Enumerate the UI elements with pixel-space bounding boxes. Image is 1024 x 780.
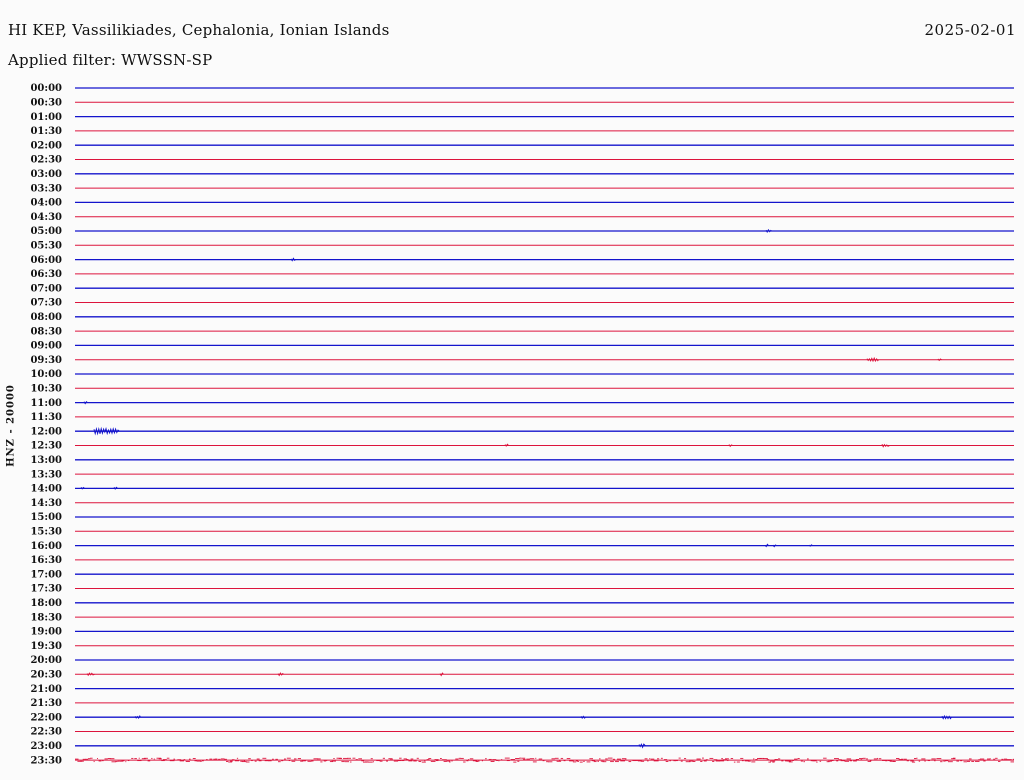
- trace-time-label: 06:00: [30, 254, 62, 266]
- trace-time-label: 18:30: [30, 612, 62, 624]
- trace-time-label: 02:00: [30, 140, 62, 152]
- trace-time-label: 09:30: [30, 354, 62, 366]
- seismic-event: [773, 545, 777, 547]
- trace-time-label: 01:00: [30, 111, 62, 123]
- trace-time-label: 04:30: [30, 211, 62, 223]
- trace-time-label: 20:00: [30, 655, 62, 667]
- trace-time-label: 09:00: [30, 340, 62, 352]
- trace-time-label: 11:30: [30, 412, 62, 424]
- seismic-event: [81, 487, 85, 489]
- trace-time-label: 10:30: [30, 383, 62, 395]
- trace-time-label: 21:30: [30, 698, 62, 710]
- seismic-event: [766, 230, 772, 232]
- trace-time-label: 05:30: [30, 240, 62, 252]
- trace-time-label: 00:00: [30, 83, 62, 95]
- trace-time-label: 08:00: [30, 312, 62, 323]
- trace-time-label: 21:00: [30, 683, 62, 695]
- trace-time-label: 03:30: [30, 183, 62, 195]
- trace-time-label: 19:30: [30, 640, 62, 652]
- trace-time-label: 17:00: [30, 569, 62, 581]
- seismic-event: [84, 402, 88, 404]
- seismic-event: [942, 716, 952, 719]
- trace-time-label: 12:00: [30, 426, 62, 438]
- seismic-event: [867, 358, 879, 361]
- trace-time-label: 22:00: [30, 712, 62, 724]
- trace-time-label: 08:30: [30, 326, 62, 338]
- trace-time-label: 07:00: [30, 283, 62, 295]
- trace-time-label: 16:30: [30, 555, 62, 567]
- record-date: 2025-02-01: [924, 21, 1016, 39]
- trace-time-label: 18:00: [30, 598, 62, 609]
- trace-time-label: 13:00: [30, 455, 62, 466]
- trace-time-label: 07:30: [30, 297, 62, 309]
- trace-time-label: 23:30: [30, 755, 62, 767]
- trace-time-label: 06:30: [30, 269, 62, 281]
- trace-time-label: 01:30: [30, 126, 62, 138]
- trace-time-label: 15:30: [30, 526, 62, 538]
- trace-time-label: 22:30: [30, 726, 62, 738]
- trace-time-label: 13:30: [30, 469, 62, 481]
- seismic-event: [278, 673, 284, 675]
- trace-time-label: 16:00: [30, 540, 62, 552]
- seismic-event: [440, 673, 444, 675]
- trace-time-label: 23:00: [30, 741, 62, 752]
- trace-time-label: 05:00: [30, 226, 62, 238]
- channel-scale-label: HNZ - 20000: [5, 384, 17, 467]
- trace-time-label: 19:00: [30, 626, 62, 638]
- trace-time-label: 03:00: [30, 169, 62, 180]
- trace-time-label: 02:30: [30, 154, 62, 166]
- trace-time-label: 17:30: [30, 583, 62, 595]
- station-title: HI KEP, Vassilikiades, Cephalonia, Ionian Islands: [8, 21, 390, 39]
- trace-time-label: 10:00: [30, 369, 62, 381]
- trace-time-label: 14:30: [30, 497, 62, 509]
- trace-time-label: 20:30: [30, 669, 62, 681]
- trace-time-label: 14:00: [30, 483, 62, 495]
- trace-time-label: 15:00: [30, 512, 62, 524]
- seismic-event: [729, 445, 733, 447]
- trace-time-label: 11:00: [30, 397, 62, 409]
- trace-time-label: 00:30: [30, 97, 62, 109]
- trace-time-label: 12:30: [30, 440, 62, 452]
- applied-filter-label: Applied filter: WWSSN-SP: [8, 51, 213, 69]
- seismic-event: [291, 258, 296, 260]
- trace-time-label: 04:00: [30, 197, 62, 209]
